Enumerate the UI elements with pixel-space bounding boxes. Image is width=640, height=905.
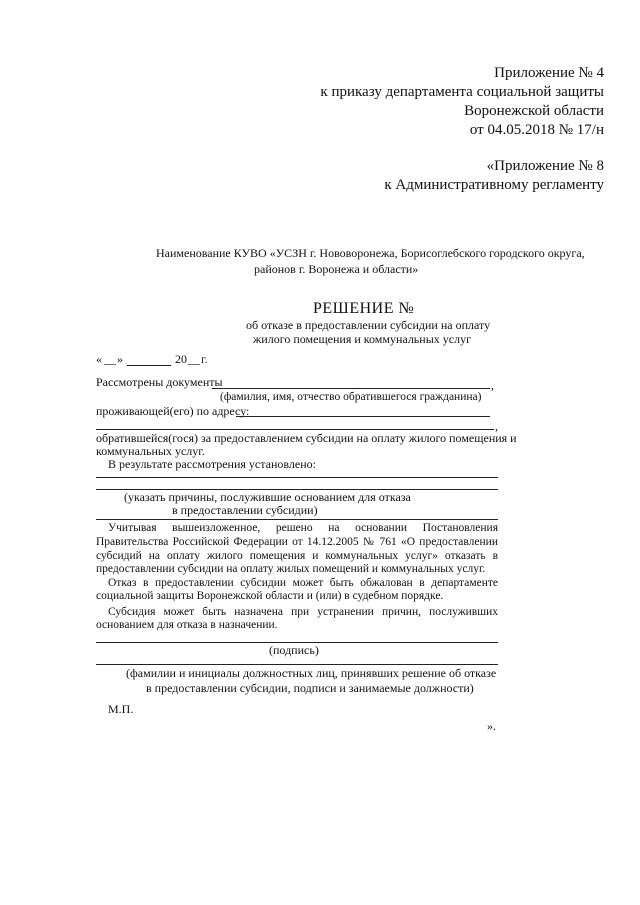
documents-hint: (фамилия, имя, отчество обратившегося гражданина) — [220, 391, 482, 403]
regulation-appendix-title: к Административному регламенту — [384, 177, 604, 193]
appendix-number: Приложение № 4 — [494, 65, 604, 81]
applied-line1: обратившейся(гося) за предоставлением субсидии на оплату жилого помещения и — [96, 431, 517, 445]
officials-line — [96, 664, 498, 665]
reapply-paragraph-line2: основанием для отказа в назначении. — [96, 619, 278, 631]
date-month-line — [127, 365, 171, 366]
date-year-blank: __ — [188, 352, 200, 366]
applied-line2: коммунальных услуг. — [96, 444, 205, 458]
organization-name-line1: Наименование КУВО «УСЗН г. Нововоронежа, Борисоглебского городского округа, — [156, 246, 585, 260]
address-line-2 — [96, 429, 494, 430]
result-line-1 — [96, 477, 498, 478]
decision-paragraph1-line3: субсидий на оплату жилого помещения и коммунальных услуг» отказать в — [96, 550, 498, 562]
decision-paragraph1-line2: Правительства Российской Федерации от 14.12.2005 № 761 «О предоставлении — [96, 536, 498, 548]
result-label: В результате рассмотрения установлено: — [108, 457, 316, 471]
address-label: проживающей(его) по адресу: — [96, 404, 250, 418]
signature-hint: (подпись) — [269, 643, 319, 657]
documents-comma: , — [491, 378, 494, 392]
reasons-hint-line2: в предоставлении субсидии) — [172, 503, 318, 517]
appendix-region: Воронежской области — [464, 103, 604, 119]
organization-name-line2: районов г. Воронежа и области» — [254, 262, 419, 276]
decision-paragraph1-line4: предоставлении субсидии на оплату жилых помещений и коммунальных услуг. — [96, 563, 486, 575]
officials-hint-line2: в предоставлении субсидии, подписи и занимаемые должности) — [146, 681, 474, 695]
date-year-prefix: 20 — [175, 352, 187, 366]
regulation-appendix-number: «Приложение № 8 — [486, 158, 604, 174]
officials-hint-line1: (фамилии и инициалы должностных лиц, принявших решение об отказе — [126, 666, 497, 680]
decision-title: РЕШЕНИЕ № — [313, 300, 415, 317]
appendix-order-line: к приказу департамента социальной защиты — [320, 84, 604, 100]
closing-quote: ». — [487, 719, 496, 733]
decision-subtitle-line1: об отказе в предоставлении субсидии на оплату — [246, 318, 491, 332]
date-close-quote: » — [117, 352, 123, 366]
address-line — [236, 416, 490, 417]
appeal-paragraph-line2: социальной защиты Воронежской области и (или) в судебном порядке. — [96, 590, 444, 602]
documents-line — [212, 388, 490, 389]
result-line-3 — [96, 519, 498, 520]
stamp-place: М.П. — [108, 702, 134, 716]
date-open-quote: « — [96, 352, 102, 366]
reasons-hint-line1: (указать причины, послужившие основанием для отказа — [124, 490, 411, 504]
reapply-paragraph-line1: Субсидия может быть назначена при устранении причин, послуживших — [108, 606, 498, 618]
appendix-order-date: от 04.05.2018 № 17/н — [469, 122, 604, 138]
date-suffix: г. — [201, 352, 208, 366]
appeal-paragraph-line1: Отказ в предоставлении субсидии может быть обжалован в департаменте — [108, 577, 498, 589]
address-comma: , — [495, 419, 498, 433]
documents-label: Рассмотрены документы — [96, 375, 223, 389]
decision-subtitle-line2: жилого помещения и коммунальных услуг — [253, 332, 472, 346]
date-day-blank: __ — [104, 352, 116, 366]
decision-paragraph1-line1: Учитывая вышеизложенное, решено на основании Постановления — [108, 522, 498, 534]
